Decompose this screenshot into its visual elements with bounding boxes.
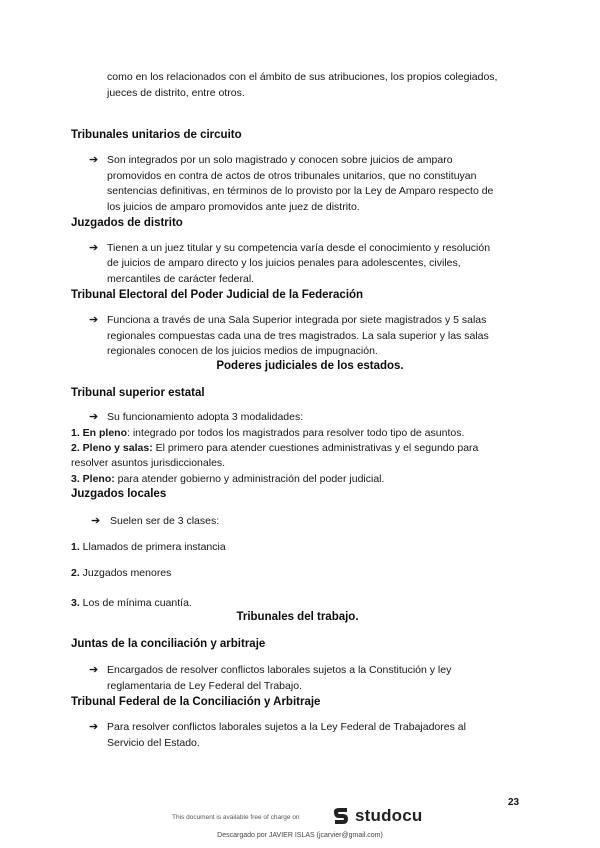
s4-item-3: 3. Pleno: para atender gobierno y administración del poder judicial. <box>71 473 385 485</box>
footer-downloaded-by: Descargado por JAVIER ISLAS (jcarvier@gmail.com) <box>217 832 383 839</box>
s5-item-2: 2. Juzgados menores <box>71 567 172 579</box>
heading-tribunal-electoral: Tribunal Electoral del Poder Judicial de la Federación <box>71 289 364 301</box>
heading-juzgados-locales: Juzgados locales <box>71 488 167 500</box>
arrow-bullet-icon: ➔ <box>89 154 99 166</box>
s4-item-2-cont: resolver asuntos jurisdiccionales. <box>71 457 226 469</box>
s7-line-1: Para resolver conflictos laborales sujetos a la Ley Federal de Trabajadores al <box>107 721 466 733</box>
s3-line-3: regionales conocen de los juicios medios de impugnación. <box>107 345 378 357</box>
s2-line-3: mercantiles de carácter federal. <box>107 273 255 285</box>
arrow-bullet-icon: ➔ <box>89 721 99 733</box>
heading-juzgados-distrito: Juzgados de distrito <box>71 217 183 229</box>
arrow-bullet-icon: ➔ <box>89 411 99 423</box>
footer-available-text: This document is available free of charge on <box>172 814 300 821</box>
s1-line-2: promovidos en contra de actos de otros tribunales unitarios, que no constituyan <box>107 170 477 182</box>
s5-bullet-text: Suelen ser de 3 clases: <box>110 515 220 527</box>
s5-item-3: 3. Los de mínima cuantía. <box>71 597 192 609</box>
heading-juntas-conciliacion: Juntas de la conciliación y arbitraje <box>71 638 266 650</box>
title-tribunales-trabajo: Tribunales del trabajo. <box>236 611 359 623</box>
s1-line-3: sentencias definitivas, en términos de lo provisto por la Ley de Amparo respecto de <box>107 185 494 197</box>
s4-item-1: 1. En pleno: integrado por todos los magistrados para resolver todo tipo de asuntos. <box>71 427 465 439</box>
s4-bullet-text: Su funcionamiento adopta 3 modalidades: <box>107 411 304 423</box>
heading-tribunal-federal-conciliacion: Tribunal Federal de la Conciliación y Arbitraje <box>71 696 321 708</box>
heading-tribunales-unitarios: Tribunales unitarios de circuito <box>71 129 242 141</box>
studocu-brand[interactable]: studocu <box>355 806 423 825</box>
arrow-bullet-icon: ➔ <box>89 242 99 254</box>
s2-line-1: Tienen a un juez titular y su competencia varía desde el conocimiento y resolución <box>107 242 491 254</box>
s6-line-2: reglamentaria de Ley Federal del Trabajo. <box>107 680 302 692</box>
intro-line-2: jueces de distrito, entre otros. <box>107 87 245 99</box>
arrow-bullet-icon: ➔ <box>89 664 99 676</box>
s1-line-4: los juicios de amparo promovidos ante juez de distrito. <box>107 201 360 213</box>
s1-line-1: Son integrados por un solo magistrado y conocen sobre juicios de amparo <box>107 154 453 166</box>
intro-line-1: como en los relacionados con el ámbito de sus atribuciones, los propios colegiados, <box>107 71 498 83</box>
s2-line-2: de juicios de amparo directo y los juicios penales para adolescentes, civiles, <box>107 257 461 269</box>
page-number: 23 <box>508 797 520 808</box>
arrow-bullet-icon: ➔ <box>89 314 99 326</box>
s3-line-2: regionales compuestas cada una de tres magistrados. La sala superior y las salas <box>107 330 489 342</box>
s3-line-1: Funciona a través de una Sala Superior integrada por siete magistrados y 5 salas <box>107 314 487 326</box>
s4-item-2: 2. Pleno y salas: El primero para atender cuestiones administrativas y el segundo para <box>71 442 479 454</box>
s5-item-1: 1. Llamados de primera instancia <box>71 541 226 553</box>
title-poderes-judiciales: Poderes judiciales de los estados. <box>216 360 404 372</box>
studocu-logo-icon[interactable] <box>330 806 352 828</box>
arrow-bullet-icon: ➔ <box>91 515 101 527</box>
heading-tribunal-superior-estatal: Tribunal superior estatal <box>71 387 205 399</box>
s6-line-1: Encargados de resolver conflictos laborales sujetos a la Constitución y ley <box>107 664 452 676</box>
s7-line-2: Servicio del Estado. <box>107 737 200 749</box>
